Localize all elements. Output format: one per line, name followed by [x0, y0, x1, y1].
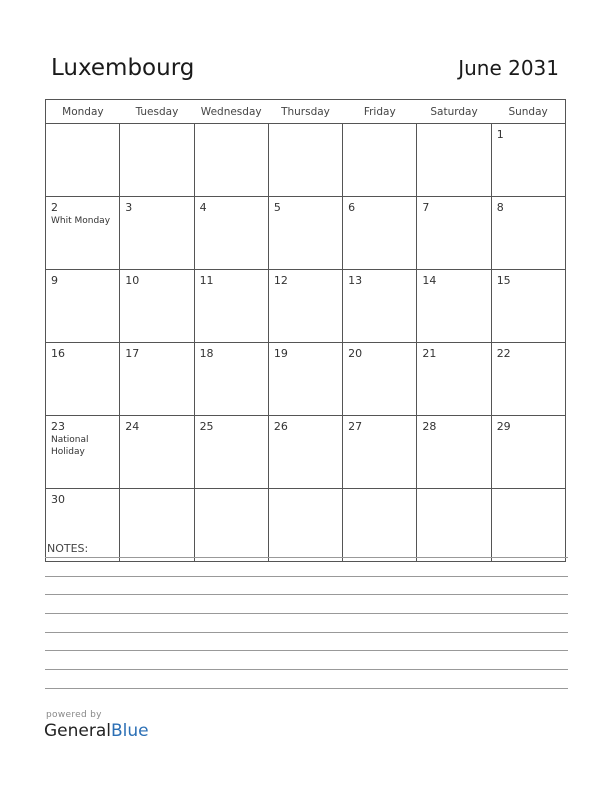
day-number: 19 — [273, 347, 288, 360]
weekday-sunday: Sunday — [491, 100, 565, 124]
day-number: 1 — [496, 128, 504, 141]
holiday-label: Whit Monday — [51, 216, 111, 226]
empty-day-cell — [194, 489, 268, 562]
day-number: 26 — [273, 420, 288, 433]
day-cell — [46, 270, 120, 343]
day-cell — [46, 343, 120, 416]
week-row — [46, 124, 566, 197]
day-cell — [491, 270, 565, 343]
powered-by-text: powered by — [46, 710, 102, 720]
weekday-wednesday: Wednesday — [194, 100, 268, 124]
empty-day-cell — [491, 489, 565, 562]
notes-line — [45, 594, 568, 595]
notes-line — [45, 632, 568, 633]
day-number: 25 — [199, 420, 214, 433]
notes-line — [45, 557, 568, 558]
day-number: 18 — [199, 347, 214, 360]
day-number: 6 — [348, 201, 356, 214]
empty-day-cell — [46, 124, 120, 197]
day-cell — [343, 343, 417, 416]
day-number: 12 — [273, 274, 288, 287]
day-cell — [268, 197, 342, 270]
brand-blue: Blue — [111, 721, 149, 741]
day-number: 15 — [496, 274, 511, 287]
day-cell — [417, 416, 491, 489]
week-row — [46, 270, 566, 343]
day-cell — [417, 270, 491, 343]
weekday-monday: Monday — [46, 100, 120, 124]
day-cell — [46, 197, 120, 270]
day-cell — [268, 416, 342, 489]
notes-label: NOTES: — [47, 542, 89, 555]
day-number: 30 — [51, 493, 65, 506]
week-row — [46, 343, 566, 416]
calendar-month-year: June 2031 — [458, 56, 559, 80]
day-number: 23 — [51, 420, 65, 433]
day-cell — [120, 197, 194, 270]
calendar-country-title: Luxembourg — [51, 55, 195, 81]
empty-day-cell — [417, 489, 491, 562]
day-number: 8 — [496, 201, 504, 214]
day-number: 10 — [125, 274, 140, 287]
day-cell — [194, 270, 268, 343]
day-number: 17 — [125, 347, 140, 360]
day-cell — [343, 416, 417, 489]
day-cell — [491, 416, 565, 489]
day-number: 13 — [348, 274, 363, 287]
day-cell — [194, 343, 268, 416]
day-number: 16 — [51, 347, 65, 360]
day-cell — [194, 197, 268, 270]
day-cell — [491, 124, 565, 197]
day-cell — [343, 197, 417, 270]
empty-day-cell — [194, 124, 268, 197]
weekday-thursday: Thursday — [268, 100, 342, 124]
empty-day-cell — [268, 489, 342, 562]
day-number: 5 — [273, 201, 281, 214]
day-number: 20 — [348, 347, 363, 360]
day-number: 27 — [348, 420, 363, 433]
week-row — [46, 416, 566, 489]
day-cell — [268, 343, 342, 416]
day-number: 29 — [496, 420, 511, 433]
empty-day-cell — [343, 489, 417, 562]
weekday-saturday: Saturday — [417, 100, 491, 124]
day-cell — [46, 416, 120, 489]
day-number: 7 — [422, 201, 430, 214]
generalblue-logo — [44, 721, 149, 741]
day-cell — [491, 197, 565, 270]
day-number: 21 — [422, 347, 437, 360]
notes-line — [45, 669, 568, 670]
day-number: 28 — [422, 420, 437, 433]
day-cell — [120, 416, 194, 489]
weekday-header-row — [46, 100, 566, 124]
empty-day-cell — [120, 489, 194, 562]
weekday-friday: Friday — [343, 100, 417, 124]
empty-day-cell — [268, 124, 342, 197]
week-row — [46, 197, 566, 270]
day-cell — [343, 270, 417, 343]
notes-line — [45, 576, 568, 577]
day-number: 9 — [51, 274, 58, 287]
empty-day-cell — [120, 124, 194, 197]
day-number: 24 — [125, 420, 140, 433]
day-number: 3 — [125, 201, 133, 214]
day-number: 14 — [422, 274, 437, 287]
empty-day-cell — [417, 124, 491, 197]
holiday-label: National Holiday — [51, 435, 89, 457]
day-number: 4 — [199, 201, 207, 214]
day-number: 2 — [51, 201, 58, 214]
weekday-tuesday: Tuesday — [120, 100, 194, 124]
notes-line — [45, 688, 568, 689]
day-cell — [491, 343, 565, 416]
empty-day-cell — [343, 124, 417, 197]
calendar-grid — [45, 99, 566, 562]
week-row — [46, 489, 566, 562]
day-cell — [194, 416, 268, 489]
day-number: 11 — [199, 274, 214, 287]
day-cell — [268, 270, 342, 343]
notes-line — [45, 650, 568, 651]
day-cell — [120, 343, 194, 416]
day-cell — [417, 197, 491, 270]
notes-line — [45, 613, 568, 614]
brand-general: General — [44, 721, 111, 741]
day-number: 22 — [496, 347, 511, 360]
day-cell — [120, 270, 194, 343]
day-cell — [417, 343, 491, 416]
